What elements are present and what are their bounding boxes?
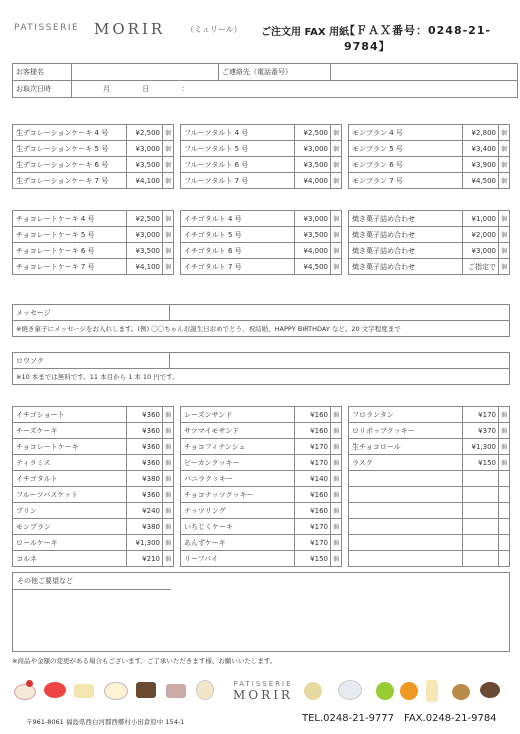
- month-label: 月: [103, 85, 110, 93]
- item-price: ¥360: [127, 487, 163, 503]
- item-price: ¥4,100: [127, 173, 163, 189]
- item-name: 焼き菓子詰め合わせ: [349, 211, 463, 227]
- item-price: ¥150: [463, 455, 499, 471]
- item-price: [463, 551, 499, 567]
- item-row: [13, 503, 174, 519]
- message-table: [12, 304, 510, 337]
- item-row: [349, 259, 510, 275]
- quantity-field[interactable]: 個: [163, 227, 174, 243]
- mille-feuille-icon: [166, 684, 186, 698]
- header: [14, 20, 510, 53]
- quantity-field[interactable]: 個: [163, 439, 174, 455]
- item-price: ¥3,500: [295, 227, 331, 243]
- item-row: [181, 211, 342, 227]
- item-name: ナッツリング: [181, 503, 295, 519]
- candle-table: [12, 352, 510, 385]
- quantity-field[interactable]: 個: [163, 141, 174, 157]
- item-row: [181, 243, 342, 259]
- message-field[interactable]: [170, 305, 510, 321]
- requests-box[interactable]: [12, 572, 510, 652]
- item-name: 生チョコロール: [349, 439, 463, 455]
- quantity-field[interactable]: 個: [499, 243, 510, 259]
- item-price: ¥4,000: [295, 173, 331, 189]
- quantity-field[interactable]: 個: [331, 407, 342, 423]
- quantity-field[interactable]: [499, 487, 510, 503]
- item-price: ¥160: [295, 407, 331, 423]
- day-label: 日: [142, 85, 150, 93]
- item-row: [13, 439, 174, 455]
- quantity-field[interactable]: 個: [163, 259, 174, 275]
- item-name: 焼き菓子詰め合わせ: [349, 243, 463, 259]
- quantity-field[interactable]: 個: [331, 125, 342, 141]
- item-name: モンブラン 6 号: [349, 157, 463, 173]
- item-price: ¥370: [463, 423, 499, 439]
- cake-table-fruit-tart: [180, 124, 342, 189]
- item-price: ¥360: [127, 407, 163, 423]
- sweets-illustrations-left: [14, 676, 239, 706]
- item-row: [349, 227, 510, 243]
- quantity-field[interactable]: 個: [163, 157, 174, 173]
- item-name: イチゴタルト: [13, 471, 127, 487]
- quantity-field[interactable]: 個: [163, 455, 174, 471]
- quantity-field[interactable]: [499, 471, 510, 487]
- item-name: チョコレートケーキ 6 号: [13, 243, 127, 259]
- quantity-field[interactable]: [499, 551, 510, 567]
- item-price: ¥3,000: [295, 141, 331, 157]
- footer-fax: FAX.0248-21-9784: [404, 713, 497, 724]
- quantity-field[interactable]: 個: [163, 211, 174, 227]
- item-price: ¥2,000: [463, 227, 499, 243]
- sweets-illustrations-right: [304, 676, 510, 706]
- item-name: 焼き菓子詰め合わせ: [349, 227, 463, 243]
- footer-address: 〒961-8061 福島県西白河郡西郷村小田倉原中 154-1: [26, 718, 185, 726]
- quantity-field[interactable]: 個: [499, 173, 510, 189]
- item-name: フルーツタルト 6 号: [181, 157, 295, 173]
- cake-table-montblanc: [348, 124, 510, 189]
- item-row: [13, 259, 174, 275]
- quantity-field[interactable]: 個: [499, 423, 510, 439]
- quantity-field[interactable]: 個: [331, 173, 342, 189]
- quantity-field[interactable]: 個: [499, 455, 510, 471]
- quantity-field[interactable]: 個: [331, 519, 342, 535]
- quantity-field[interactable]: [499, 535, 510, 551]
- quantity-field[interactable]: 個: [331, 141, 342, 157]
- quantity-field[interactable]: 個: [499, 125, 510, 141]
- montblanc-icon: [304, 682, 322, 700]
- item-price: ¥4,100: [127, 259, 163, 275]
- item-price: ¥3,000: [127, 141, 163, 157]
- item-name: リーフパイ: [181, 551, 295, 567]
- quantity-field[interactable]: 個: [163, 407, 174, 423]
- quantity-field[interactable]: 個: [331, 551, 342, 567]
- item-name: いちじくケーキ: [181, 519, 295, 535]
- item-row: [349, 519, 510, 535]
- item-name: モンブラン 4 号: [349, 125, 463, 141]
- item-price: ¥3,500: [295, 157, 331, 173]
- baked-sweet-icon: [452, 684, 470, 700]
- item-price: ¥160: [295, 503, 331, 519]
- customer-name-label: お客様名: [13, 64, 72, 81]
- item-name: サツマイモサンド: [181, 423, 295, 439]
- item-name: チーズケーキ: [13, 423, 127, 439]
- small-items-table-1: [12, 406, 174, 567]
- item-row: [181, 259, 342, 275]
- small-items-table-3: [348, 406, 510, 567]
- quantity-field[interactable]: 個: [499, 227, 510, 243]
- item-row: [181, 551, 342, 567]
- logo-kana: （ミュリール）: [186, 25, 242, 34]
- quantity-field[interactable]: 個: [331, 259, 342, 275]
- item-price: ¥150: [295, 551, 331, 567]
- small-items-table-2: [180, 406, 342, 567]
- item-price: ¥3,000: [295, 211, 331, 227]
- item-row: [13, 455, 174, 471]
- item-row: [349, 551, 510, 567]
- item-name: フルーツタルト 7 号: [181, 173, 295, 189]
- item-price: ¥1,300: [463, 439, 499, 455]
- item-price: ¥170: [295, 535, 331, 551]
- quantity-field[interactable]: 個: [331, 503, 342, 519]
- item-price: ¥360: [127, 439, 163, 455]
- candle-label: ロウソク: [13, 353, 170, 369]
- item-price: ¥140: [295, 471, 331, 487]
- item-row: [13, 519, 174, 535]
- item-row: [349, 471, 510, 487]
- item-price: [463, 519, 499, 535]
- item-row: [181, 157, 342, 173]
- item-price: ¥3,400: [463, 141, 499, 157]
- item-row: [13, 471, 174, 487]
- time-colon: ：: [181, 85, 189, 93]
- quantity-field[interactable]: 個: [163, 471, 174, 487]
- quantity-field[interactable]: 個: [163, 551, 174, 567]
- item-name: イチゴタルト 4 号: [181, 211, 295, 227]
- chocolate-roll-icon: [480, 682, 500, 698]
- cake-table-strawberry-tart: [180, 210, 342, 275]
- item-name: モンブラン 5 号: [349, 141, 463, 157]
- item-row: [181, 173, 342, 189]
- roll-cake-icon: [104, 682, 128, 700]
- quantity-field[interactable]: 個: [331, 535, 342, 551]
- item-row: [13, 227, 174, 243]
- item-name: [349, 503, 463, 519]
- item-price: [463, 471, 499, 487]
- item-name: 生デコレーションケーキ 4 号: [13, 125, 127, 141]
- logo-text: MORIR: [94, 20, 166, 38]
- quantity-field[interactable]: 個: [331, 487, 342, 503]
- item-price: ¥1,300: [127, 535, 163, 551]
- customer-name-field[interactable]: [72, 64, 219, 81]
- item-name: ピーカンクッキー: [181, 455, 295, 471]
- item-name: モンブラン: [13, 519, 127, 535]
- item-row: [349, 211, 510, 227]
- quantity-field[interactable]: 個: [331, 211, 342, 227]
- item-row: [13, 211, 174, 227]
- cornet-icon: [426, 680, 438, 702]
- item-name: 焼き菓子詰め合わせ: [349, 259, 463, 275]
- footer-brand-top: PATISSERIE: [233, 680, 293, 688]
- item-row: [349, 157, 510, 173]
- item-price: ¥3,000: [127, 227, 163, 243]
- item-price: ¥2,500: [127, 211, 163, 227]
- item-row: [181, 407, 342, 423]
- quantity-field[interactable]: 個: [163, 519, 174, 535]
- strawberry-icon: [26, 680, 33, 687]
- item-name: [349, 487, 463, 503]
- item-name: [349, 471, 463, 487]
- requests-label: その他ご要望など: [13, 573, 171, 590]
- item-price: ¥4,500: [295, 259, 331, 275]
- item-row: [349, 503, 510, 519]
- footer-tel: TEL.0248-21-9777: [302, 713, 395, 724]
- item-price: ご指定で: [463, 259, 499, 275]
- item-price: ¥240: [127, 503, 163, 519]
- quantity-field[interactable]: 個: [331, 157, 342, 173]
- item-row: [181, 439, 342, 455]
- item-price: ¥210: [127, 551, 163, 567]
- item-row: [349, 423, 510, 439]
- item-price: ¥3,500: [127, 157, 163, 173]
- fruit-tart-icon: [400, 682, 418, 700]
- item-price: ¥3,900: [463, 157, 499, 173]
- item-name: コルネ: [13, 551, 127, 567]
- quantity-field[interactable]: 個: [499, 141, 510, 157]
- item-price: ¥380: [127, 519, 163, 535]
- cake-table-chocolate: [12, 210, 174, 275]
- item-row: [349, 487, 510, 503]
- item-name: イチゴタルト 5 号: [181, 227, 295, 243]
- item-price: ¥170: [295, 439, 331, 455]
- item-row: [181, 519, 342, 535]
- item-name: バニラクッキー: [181, 471, 295, 487]
- item-price: ¥2,800: [463, 125, 499, 141]
- item-price: ¥4,500: [463, 173, 499, 189]
- item-row: [181, 141, 342, 157]
- customer-info-table: [12, 63, 518, 98]
- item-row: [181, 227, 342, 243]
- item-name: イチゴタルト 6 号: [181, 243, 295, 259]
- chocolate-cake-icon: [136, 682, 156, 698]
- item-row: [13, 173, 174, 189]
- item-price: [463, 503, 499, 519]
- item-row: [349, 535, 510, 551]
- item-row: [181, 487, 342, 503]
- item-row: [349, 141, 510, 157]
- item-row: [181, 455, 342, 471]
- item-price: [463, 487, 499, 503]
- item-row: [13, 551, 174, 567]
- item-price: ¥4,000: [295, 243, 331, 259]
- item-price: ¥1,000: [463, 211, 499, 227]
- form-title: ご注文用 FAX 用紙: [261, 27, 350, 38]
- item-row: [13, 487, 174, 503]
- item-row: [181, 125, 342, 141]
- item-name: プリン: [13, 503, 127, 519]
- message-label: メッセージ: [13, 305, 170, 321]
- item-name: フロランタン: [349, 407, 463, 423]
- item-price: ¥160: [295, 423, 331, 439]
- item-row: [13, 423, 174, 439]
- cheese-cake-icon: [74, 684, 94, 698]
- item-name: フルーツタルト 5 号: [181, 141, 295, 157]
- quantity-field[interactable]: 個: [331, 471, 342, 487]
- pickup-label: お取次日時: [13, 81, 72, 98]
- quantity-field[interactable]: 個: [331, 423, 342, 439]
- footer-notice: ※商品や金額の変更がある場合もございます。ご了承いただきます様、お願いいたします。: [12, 657, 277, 665]
- message-note: ※焼き菓子にメッセージをお入れします。(例) 〇〇ちゃんお誕生日おめでとう、祝結婚、HAPPY BIRTHDAY など。20 文字程度まで: [13, 321, 510, 337]
- quantity-field[interactable]: 個: [163, 173, 174, 189]
- item-row: [349, 243, 510, 259]
- quantity-field[interactable]: 個: [499, 157, 510, 173]
- item-row: [349, 125, 510, 141]
- item-name: チョコフィナンシェ: [181, 439, 295, 455]
- item-price: ¥360: [127, 423, 163, 439]
- item-name: チョコレートケーキ 5 号: [13, 227, 127, 243]
- item-price: ¥170: [463, 407, 499, 423]
- strawberry-cake-icon: [14, 684, 36, 700]
- fax-number-title: 【ＦＡＸ番号：0248-21-9784】: [344, 24, 492, 53]
- quantity-field[interactable]: 個: [163, 125, 174, 141]
- item-name: フルーツバスケット: [13, 487, 127, 503]
- candle-field[interactable]: [170, 353, 510, 369]
- fruit-basket-icon: [376, 682, 394, 700]
- brand-text: PATISSERIE: [14, 23, 80, 33]
- item-name: [349, 551, 463, 567]
- item-row: [349, 439, 510, 455]
- item-price: [463, 535, 499, 551]
- item-name: [349, 535, 463, 551]
- item-name: レーズンサンド: [181, 407, 295, 423]
- item-price: ¥170: [295, 455, 331, 471]
- item-name: 生デコレーションケーキ 5 号: [13, 141, 127, 157]
- item-row: [13, 141, 174, 157]
- pickup-field[interactable]: [72, 81, 219, 98]
- quantity-field[interactable]: [499, 503, 510, 519]
- cake-table-decoration: [12, 124, 174, 189]
- quantity-field[interactable]: 個: [163, 423, 174, 439]
- item-row: [13, 157, 174, 173]
- item-row: [181, 503, 342, 519]
- item-name: イチゴタルト 7 号: [181, 259, 295, 275]
- item-row: [181, 471, 342, 487]
- item-row: [349, 407, 510, 423]
- item-row: [349, 455, 510, 471]
- item-price: ¥170: [295, 519, 331, 535]
- item-name: イチゴショート: [13, 407, 127, 423]
- quantity-field[interactable]: 個: [499, 211, 510, 227]
- phone-label: ご連絡先（電話番号）: [219, 64, 331, 81]
- phone-field[interactable]: [331, 64, 518, 81]
- item-name: チョコナッツクッキー: [181, 487, 295, 503]
- quantity-field[interactable]: 個: [163, 243, 174, 259]
- item-price: ¥3,500: [127, 243, 163, 259]
- quantity-field[interactable]: 個: [163, 535, 174, 551]
- quantity-field[interactable]: 個: [499, 407, 510, 423]
- item-price: ¥360: [127, 455, 163, 471]
- item-name: モンブラン 7 号: [349, 173, 463, 189]
- footer-logo: MORIR: [233, 688, 293, 702]
- strawberry-tart-icon: [44, 682, 66, 698]
- item-name: チョコレートケーキ 4 号: [13, 211, 127, 227]
- cake-table-baked-assortment: [348, 210, 510, 275]
- item-row: [181, 423, 342, 439]
- quantity-field[interactable]: 個: [331, 227, 342, 243]
- dessert-cup-icon: [338, 680, 362, 700]
- quantity-field[interactable]: [499, 519, 510, 535]
- item-name: ティラミス: [13, 455, 127, 471]
- item-price: ¥160: [295, 487, 331, 503]
- item-name: チョコレートケーキ 7 号: [13, 259, 127, 275]
- item-name: あんずケーキ: [181, 535, 295, 551]
- quantity-field[interactable]: 個: [163, 503, 174, 519]
- quantity-field[interactable]: 個: [331, 455, 342, 471]
- item-row: [349, 173, 510, 189]
- item-name: チョコレートケーキ: [13, 439, 127, 455]
- item-row: [13, 407, 174, 423]
- item-price: ¥3,000: [463, 243, 499, 259]
- candle-note: ※10 本までは無料です。11 本目から 1 本 10 円です。: [13, 369, 510, 385]
- item-price: ¥2,500: [295, 125, 331, 141]
- item-price: ¥380: [127, 471, 163, 487]
- item-name: ラスク: [349, 455, 463, 471]
- item-row: [181, 535, 342, 551]
- item-name: ロールケーキ: [13, 535, 127, 551]
- quantity-field[interactable]: 個: [499, 439, 510, 455]
- item-name: 生デコレーションケーキ 6 号: [13, 157, 127, 173]
- footer-brand: [226, 680, 300, 702]
- item-name: フルーツタルト 4 号: [181, 125, 295, 141]
- quantity-field[interactable]: 個: [331, 439, 342, 455]
- item-row: [13, 243, 174, 259]
- item-name: ロリポップクッキー: [349, 423, 463, 439]
- item-row: [13, 125, 174, 141]
- pudding-icon: [196, 680, 214, 700]
- item-price: ¥2,500: [127, 125, 163, 141]
- item-name: 生デコレーションケーキ 7 号: [13, 173, 127, 189]
- item-name: [349, 519, 463, 535]
- quantity-field[interactable]: 個: [499, 259, 510, 275]
- quantity-field[interactable]: 個: [331, 243, 342, 259]
- quantity-field[interactable]: 個: [163, 487, 174, 503]
- item-row: [13, 535, 174, 551]
